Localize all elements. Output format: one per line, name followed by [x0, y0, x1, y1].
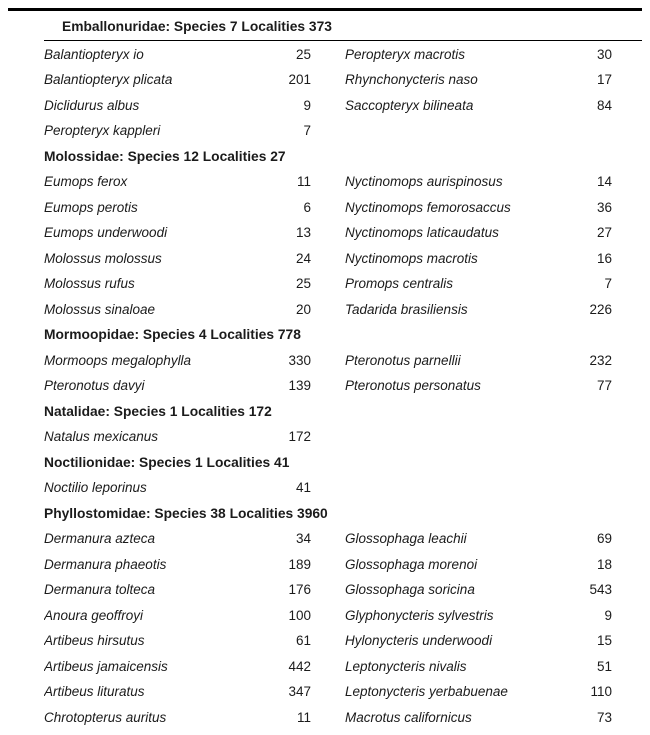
left-cell [44, 577, 311, 603]
table-row [44, 93, 642, 119]
left-cell [44, 552, 311, 578]
locality-count: 61 [295, 633, 311, 648]
right-cell [345, 297, 612, 323]
species-name: Pteronotus parnellii [345, 352, 461, 368]
locality-count: 110 [590, 684, 612, 699]
species-name: Pteronotus davyi [44, 378, 145, 393]
locality-count [606, 118, 612, 144]
species-name: Pteronotus personatus [345, 378, 481, 393]
right-cell [345, 93, 612, 119]
locality-count: 11 [296, 174, 311, 189]
locality-count: 30 [596, 46, 612, 62]
left-cell [44, 705, 311, 731]
locality-count: 442 [288, 658, 311, 674]
left-cell [44, 526, 311, 552]
species-name: Molossus molossus [44, 250, 162, 266]
species-name: Promops centralis [345, 276, 454, 291]
locality-count: 14 [596, 174, 612, 189]
species-name: Dermanura tolteca [44, 582, 156, 597]
species-name [345, 475, 606, 501]
table-row [44, 271, 642, 297]
locality-count: 11 [296, 709, 311, 725]
table-row [44, 246, 642, 272]
locality-count: 6 [303, 199, 311, 215]
locality-count: 172 [288, 429, 311, 444]
right-cell [345, 679, 612, 705]
locality-count: 36 [596, 199, 612, 215]
right-cell [345, 577, 612, 603]
locality-count: 25 [295, 46, 311, 62]
species-name: Eumops ferox [44, 174, 128, 189]
right-cell [345, 628, 612, 654]
locality-count: 232 [589, 352, 612, 368]
species-name: Molossus rufus [44, 276, 135, 291]
species-name: Dermanura phaeotis [44, 556, 167, 572]
right-cell [345, 271, 612, 297]
locality-count: 51 [596, 658, 612, 674]
right-cell [345, 220, 612, 246]
species-name: Natalus mexicanus [44, 429, 159, 444]
family-header: Emballonuridae: Species 7 Localities 373 [44, 14, 642, 41]
left-cell [44, 475, 311, 501]
table-row [44, 552, 642, 578]
species-name: Artibeus lituratus [44, 684, 145, 699]
species-name [345, 424, 606, 450]
right-cell [345, 42, 612, 68]
species-name: Nyctinomops laticaudatus [345, 225, 499, 240]
family-header: Noctilionidae: Species 1 Localities 41 [44, 454, 290, 470]
right-cell [345, 348, 612, 374]
locality-count: 13 [295, 225, 311, 240]
family-header: Natalidae: Species 1 Localities 172 [44, 403, 272, 419]
table-row [44, 42, 642, 68]
locality-count: 84 [596, 97, 612, 113]
locality-count: 27 [596, 225, 612, 240]
table-row [44, 475, 642, 501]
left-cell [44, 373, 311, 399]
right-cell [345, 118, 612, 144]
species-name: Anoura geoffroyi [44, 607, 144, 623]
table-row [44, 577, 642, 603]
locality-count: 73 [596, 709, 612, 725]
species-name: Balantiopteryx io [44, 46, 144, 62]
species-name: Glossophaga leachii [345, 531, 467, 546]
left-cell [44, 679, 311, 705]
locality-count: 7 [303, 123, 311, 138]
species-name: Peropteryx macrotis [345, 46, 466, 62]
right-cell [345, 424, 612, 450]
locality-count: 69 [596, 531, 612, 546]
locality-count: 201 [288, 72, 311, 87]
family-header: Phyllostomidae: Species 38 Localities 3960 [44, 505, 328, 521]
table-row [44, 654, 642, 680]
left-cell [44, 118, 311, 144]
left-cell [44, 169, 311, 195]
left-cell [44, 654, 311, 680]
locality-count: 7 [604, 276, 612, 291]
species-name: Balantiopteryx plicata [44, 72, 173, 87]
species-name: Noctilio leporinus [44, 480, 147, 495]
right-cell [345, 654, 612, 680]
species-name: Eumops perotis [44, 199, 138, 215]
table-row [44, 348, 642, 374]
left-cell [44, 93, 311, 119]
locality-count: 18 [596, 556, 612, 572]
table-row [44, 679, 642, 705]
locality-count: 41 [295, 480, 311, 495]
left-cell [44, 67, 311, 93]
locality-count: 17 [596, 72, 612, 87]
species-name: Tadarida brasiliensis [345, 301, 468, 317]
species-name: Artibeus jamaicensis [44, 658, 168, 674]
table-content [8, 14, 642, 730]
locality-count: 226 [589, 301, 612, 317]
table-row [44, 67, 642, 93]
right-cell [345, 195, 612, 221]
right-cell [345, 705, 612, 731]
left-cell [44, 42, 311, 68]
left-cell [44, 271, 311, 297]
species-name: Eumops underwoodi [44, 225, 168, 240]
table-row [44, 526, 642, 552]
right-cell [345, 603, 612, 629]
locality-count: 347 [288, 684, 311, 699]
left-cell [44, 220, 311, 246]
species-name: Nyctinomops aurispinosus [345, 174, 503, 189]
locality-count: 330 [288, 352, 311, 368]
species-name: Hylonycteris underwoodi [345, 633, 493, 648]
right-cell [345, 475, 612, 501]
locality-count: 100 [288, 607, 311, 623]
locality-count: 34 [295, 531, 311, 546]
species-name: Dermanura azteca [44, 531, 156, 546]
left-cell [44, 246, 311, 272]
table-row [44, 297, 642, 323]
locality-count: 25 [295, 276, 311, 291]
species-name: Chrotopterus auritus [44, 709, 167, 725]
right-cell [345, 169, 612, 195]
table-row [44, 628, 642, 654]
locality-count [606, 475, 612, 501]
left-cell [44, 348, 311, 374]
species-name: Nyctinomops femorosaccus [345, 199, 511, 215]
left-cell [44, 195, 311, 221]
species-name: Rhynchonycteris naso [345, 72, 478, 87]
species-name: Glossophaga soricina [345, 582, 475, 597]
locality-count: 9 [303, 97, 311, 113]
locality-count: 15 [596, 633, 612, 648]
species-name: Leptonycteris nivalis [345, 658, 467, 674]
locality-count: 20 [295, 301, 311, 317]
right-cell [345, 246, 612, 272]
locality-count: 16 [596, 250, 612, 266]
table-row [44, 373, 642, 399]
left-cell [44, 628, 311, 654]
species-name [345, 118, 606, 144]
left-cell [44, 603, 311, 629]
locality-count: 9 [604, 607, 612, 623]
family-header: Molossidae: Species 12 Localities 27 [44, 148, 286, 164]
species-name: Peropteryx kappleri [44, 123, 161, 138]
locality-count: 189 [288, 556, 311, 572]
table-row [44, 220, 642, 246]
species-name: Diclidurus albus [44, 97, 140, 113]
locality-count: 24 [295, 250, 311, 266]
table-row [44, 705, 642, 731]
locality-count: 543 [589, 582, 612, 597]
species-name: Saccopteryx bilineata [345, 97, 474, 113]
species-name: Glyphonycteris sylvestris [345, 607, 494, 623]
species-name: Leptonycteris yerbabuenae [345, 684, 508, 699]
species-name: Mormoops megalophylla [44, 352, 192, 368]
right-cell [345, 526, 612, 552]
species-name: Glossophaga morenoi [345, 556, 478, 572]
left-cell [44, 424, 311, 450]
species-name: Macrotus californicus [345, 709, 472, 725]
locality-count: 77 [596, 378, 612, 393]
table-row [44, 195, 642, 221]
right-cell [345, 373, 612, 399]
table-top-rule [8, 8, 642, 11]
right-cell [345, 552, 612, 578]
table-row [44, 118, 642, 144]
locality-count: 176 [288, 582, 311, 597]
family-header: Mormoopidae: Species 4 Localities 778 [44, 327, 301, 342]
table-row [44, 169, 642, 195]
locality-count: 139 [288, 378, 311, 393]
table-row [44, 424, 642, 450]
species-name: Artibeus hirsutus [44, 633, 145, 648]
locality-count [606, 424, 612, 450]
left-cell [44, 297, 311, 323]
species-name: Nyctinomops macrotis [345, 250, 478, 266]
right-cell [345, 67, 612, 93]
species-name: Molossus sinaloae [44, 301, 156, 317]
table-row [44, 603, 642, 629]
